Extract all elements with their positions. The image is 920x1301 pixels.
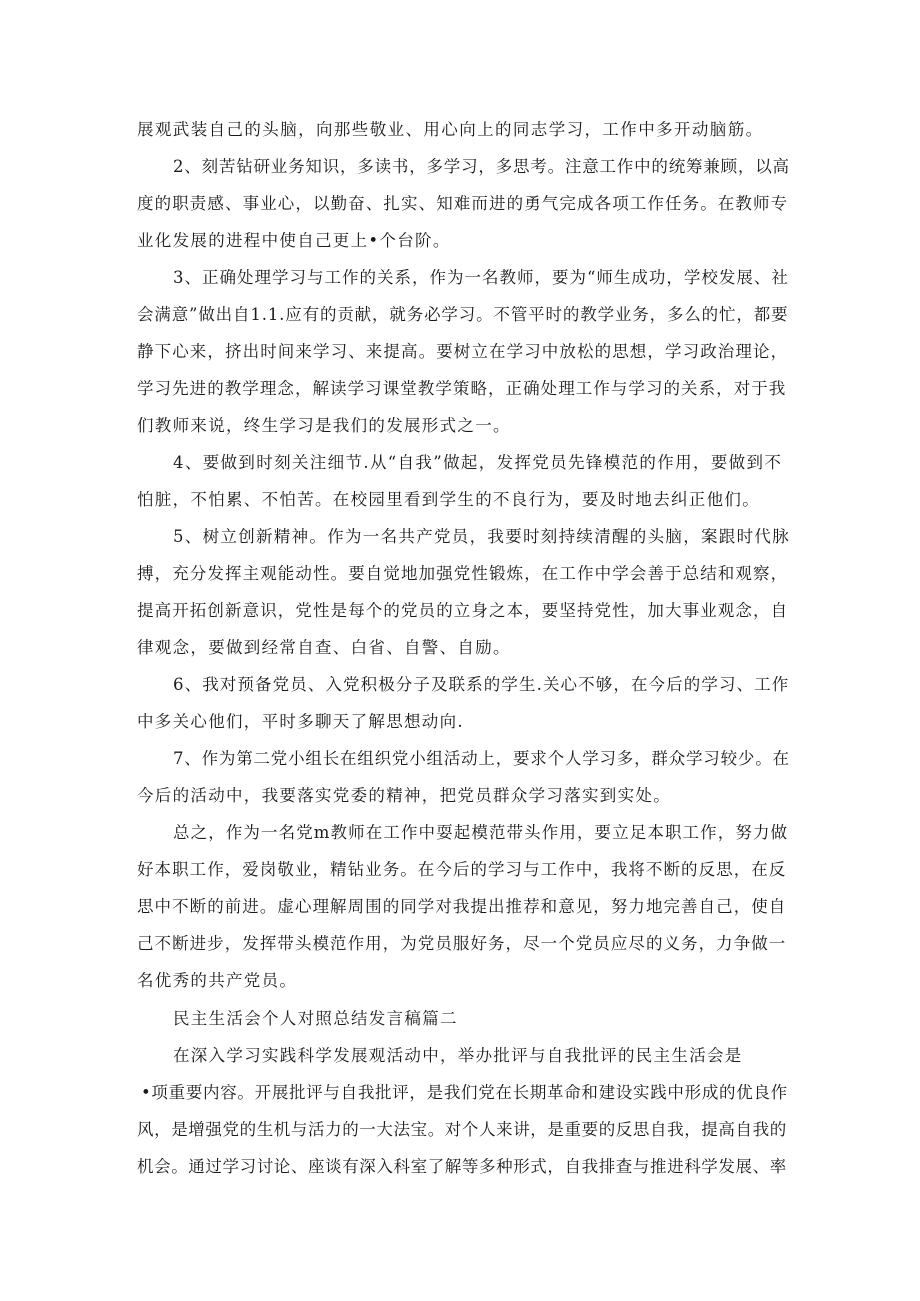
section-heading: 民主生活会个人对照总结发言稿篇二 xyxy=(173,1009,458,1028)
text-line: 名优秀的共产党员。 xyxy=(137,971,298,990)
text-line: 今后的活动中，我要落实党委的精神，把党员群众学习落实到实处。 xyxy=(137,786,671,805)
text-line: 中多关心他们，平时多聊天了解思想动向. xyxy=(137,712,464,731)
text-line: 在深入学习实践科学发展观活动中，举办批评与自我批评的民主生活会是 xyxy=(173,1046,743,1065)
text-line: 5、树立创新精神。作为一名共产党员，我要时刻持续清醒的头脑，案跟时代脉 xyxy=(173,527,790,546)
text-line: 业化发展的进程中使自己更上•个台阶。 xyxy=(137,231,451,250)
text-line: 好本职工作，爱岗敬业，精钻业务。在今后的学习与工作中，我将不断的反思，在反 xyxy=(137,860,787,879)
text-line: 律观念，要做到经常自查、白省、自警、自励。 xyxy=(137,638,511,657)
text-line: 2、刻苦钻研业务知识，多读书，多学习，多思考。注意工作中的统筹兼顾，以高 xyxy=(173,157,790,176)
text-line: 6、我对预备党员、入党积极分子及联系的学生.关心不够，在今后的学习、工作 xyxy=(173,675,790,694)
text-line: 会满意”做出自1.1.应有的贡献，就务必学习。不管平时的教学业务，多么的忙，都要 xyxy=(137,305,789,324)
text-line: 提高开拓创新意识，党性是每个的党员的立身之本，要坚持党性，加大事业观念，自 xyxy=(137,601,789,620)
text-line: 静下心来，挤出时间来学习、来提高。要树立在学习中放松的思想，学习政治理论， xyxy=(137,342,789,361)
text-line: 思中不断的前进。虚心理解周围的同学对我提出推荐和意见，努力地完善自己，使自 xyxy=(137,897,787,916)
text-line: 总之，作为一名党m教师在工作中耍起模范带头作用，要立足本职工作，努力做 xyxy=(173,823,789,842)
text-line: 3、正确处理学习与工作的关系，作为一名教师，要为“师生成功，学校发展、社 xyxy=(173,268,789,287)
text-line: 己不断进步，发挥带头模范作用，为党员服好务，尽一个党员应尽的义务，力争做一 xyxy=(137,934,787,953)
text-line: 7、作为第二党小组长在组织党小组活动上，要求个人学习多，群众学习较少。在 xyxy=(173,749,790,768)
text-line: 度的职责感、事业心，以勤奋、扎实、知难而进的勇气完成各项工作任务。在教师专 xyxy=(137,194,789,213)
text-line: 4、要做到时刻关注细节.从“自我”做起，发挥党员先锋模范的作用，要做到不 xyxy=(173,453,783,472)
text-line: 搏，充分发挥主观能动性。要自觉地加强党性锻炼，在工作中学会善于总结和观察， xyxy=(137,564,789,583)
text-line: 风，是增强党的生机与活力的一大法宝。对个人来讲，是重要的反思自我，提高自我的 xyxy=(137,1120,787,1139)
text-line: 机会。通过学习讨论、座谈有深入科室了解等多种形式，自我排查与推进科学发展、率 xyxy=(137,1157,787,1176)
text-line: 学习先进的教学理念，解读学习课堂教学策略，正确处理工作与学习的关系，对于我 xyxy=(137,379,787,398)
text-line: 展观武装自己的头脑，向那些敬业、用心向上的同志学习，工作中多开动脑筋。 xyxy=(137,120,764,139)
text-line: 怕脏，不怕累、不怕苦。在校园里看到学生的不良行为，要及时地去纠正他们。 xyxy=(137,490,760,509)
text-line: •项重要内容。开展批评与自我批评，是我们党在长期革命和建设实践中形成的优良作 xyxy=(141,1083,788,1102)
text-line: 们教师来说，终生学习是我们的发展形式之一。 xyxy=(137,416,511,435)
